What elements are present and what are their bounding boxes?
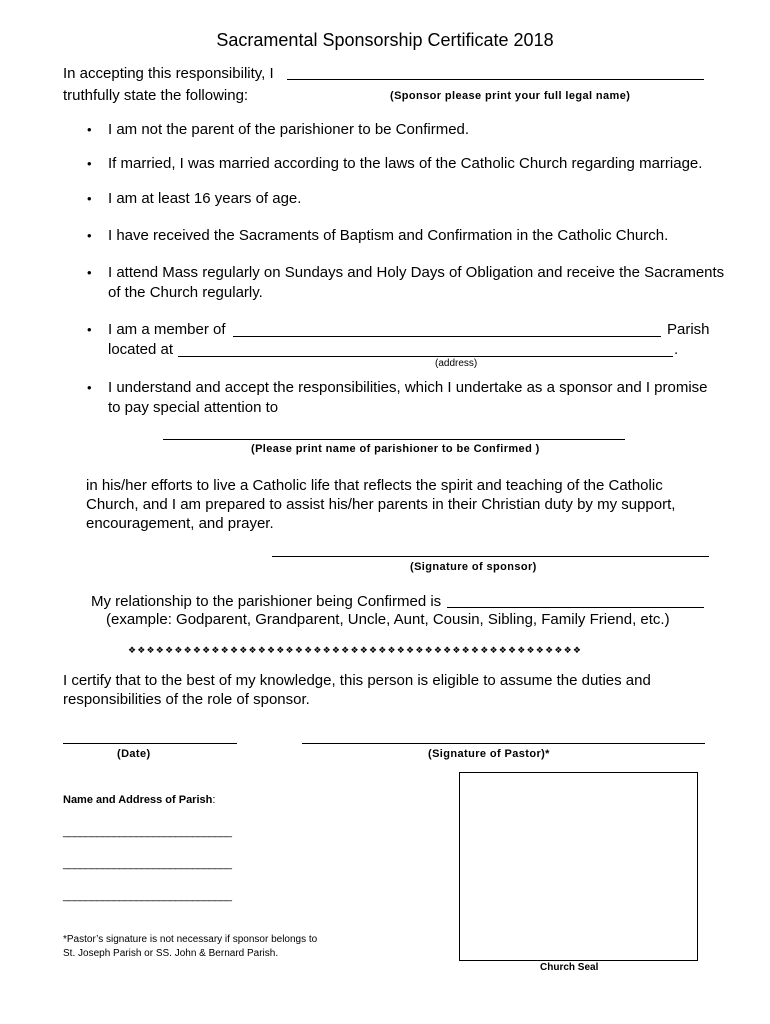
bullet-icon: • bbox=[87, 380, 92, 395]
parish-address-line-3[interactable]: ______________________________ bbox=[63, 890, 232, 902]
bullet-icon: • bbox=[87, 122, 92, 137]
relationship-example: (example: Godparent, Grandparent, Uncle, Aunt, Cousin, Sibling, Family Friend, etc.) bbox=[106, 611, 670, 628]
parishioner-name-caption: (Please print name of parishioner to be Confirmed ) bbox=[251, 443, 540, 455]
parish-address-field[interactable] bbox=[178, 340, 673, 357]
statement-sacraments: I have received the Sacraments of Baptism and Confirmation in the Catholic Church. bbox=[108, 227, 669, 244]
located-period: . bbox=[674, 341, 679, 358]
sponsor-name-caption: (Sponsor please print your full legal name) bbox=[390, 90, 631, 102]
statement-not-parent: I am not the parent of the parishioner to be Confirmed. bbox=[108, 121, 470, 138]
parishioner-name-field[interactable] bbox=[163, 423, 625, 440]
bullet-icon: • bbox=[87, 228, 92, 243]
statement-located: located at bbox=[108, 341, 174, 358]
ornamental-divider: ❖❖❖❖❖❖❖❖❖❖❖❖❖❖❖❖❖❖❖❖❖❖❖❖❖❖❖❖❖❖❖❖❖❖❖❖❖❖❖❖❖❖❖❖❖❖❖❖❖ bbox=[128, 645, 583, 655]
parish-address-label: Name and Address of Parish bbox=[63, 794, 213, 806]
pastor-signature-field[interactable] bbox=[302, 727, 705, 744]
parish-word: Parish bbox=[667, 321, 710, 338]
parish-address-line-1[interactable]: ______________________________ bbox=[63, 826, 232, 838]
footnote-line-2: St. Joseph Parish or SS. John & Bernard Parish. bbox=[63, 948, 279, 959]
sponsor-signature-caption: (Signature of sponsor) bbox=[410, 561, 537, 573]
sponsor-signature-field[interactable] bbox=[272, 540, 709, 557]
statement-member: I am a member of bbox=[108, 321, 226, 338]
efforts-line-1: in his/her efforts to live a Catholic life that reflects the spirit and teaching of the Catholic bbox=[86, 477, 663, 494]
church-seal-box bbox=[459, 772, 698, 961]
statement-responsibilities-line-2: to pay special attention to bbox=[108, 399, 279, 416]
statement-mass-line-1: I attend Mass regularly on Sundays and Holy Days of Obligation and receive the Sacraments bbox=[108, 264, 725, 281]
certify-line-2: responsibilities of the role of sponsor. bbox=[63, 691, 310, 708]
bullet-icon: • bbox=[87, 322, 92, 337]
parish-address-heading bbox=[63, 794, 215, 806]
efforts-line-3: encouragement, and prayer. bbox=[86, 515, 274, 532]
date-caption: (Date) bbox=[117, 748, 151, 760]
date-field[interactable] bbox=[63, 727, 237, 744]
relationship-field[interactable] bbox=[447, 591, 704, 608]
statement-age: I am at least 16 years of age. bbox=[108, 190, 302, 207]
pastor-signature-caption: (Signature of Pastor)* bbox=[428, 748, 550, 760]
bullet-icon: • bbox=[87, 265, 92, 280]
parish-name-field[interactable] bbox=[233, 320, 661, 337]
relationship-label: My relationship to the parishioner being Confirmed is bbox=[91, 593, 442, 610]
church-seal-caption: Church Seal bbox=[540, 962, 599, 973]
bullet-icon: • bbox=[87, 156, 92, 171]
intro-line-2: truthfully state the following: bbox=[63, 87, 249, 104]
sponsor-name-field[interactable] bbox=[287, 63, 704, 80]
parish-address-line-2[interactable]: ______________________________ bbox=[63, 858, 232, 870]
address-caption: (address) bbox=[435, 358, 478, 369]
statement-mass-line-2: of the Church regularly. bbox=[108, 284, 263, 301]
statement-married: If married, I was married according to the laws of the Catholic Church regarding marriage. bbox=[108, 155, 703, 172]
parish-address-colon: : bbox=[212, 794, 216, 806]
page-title: Sacramental Sponsorship Certificate 2018 bbox=[216, 30, 554, 50]
footnote-line-1: *Pastor’s signature is not necessary if sponsor belongs to bbox=[63, 934, 318, 945]
intro-line-1: In accepting this responsibility, I bbox=[63, 65, 274, 82]
certify-line-1: I certify that to the best of my knowledge, this person is eligible to assume the duties and bbox=[63, 672, 651, 689]
efforts-line-2: Church, and I am prepared to assist his/her parents in their Christian duty by my support, bbox=[86, 496, 676, 513]
bullet-icon: • bbox=[87, 191, 92, 206]
statement-responsibilities-line-1: I understand and accept the responsibilities, which I undertake as a sponsor and I promise bbox=[108, 379, 708, 396]
